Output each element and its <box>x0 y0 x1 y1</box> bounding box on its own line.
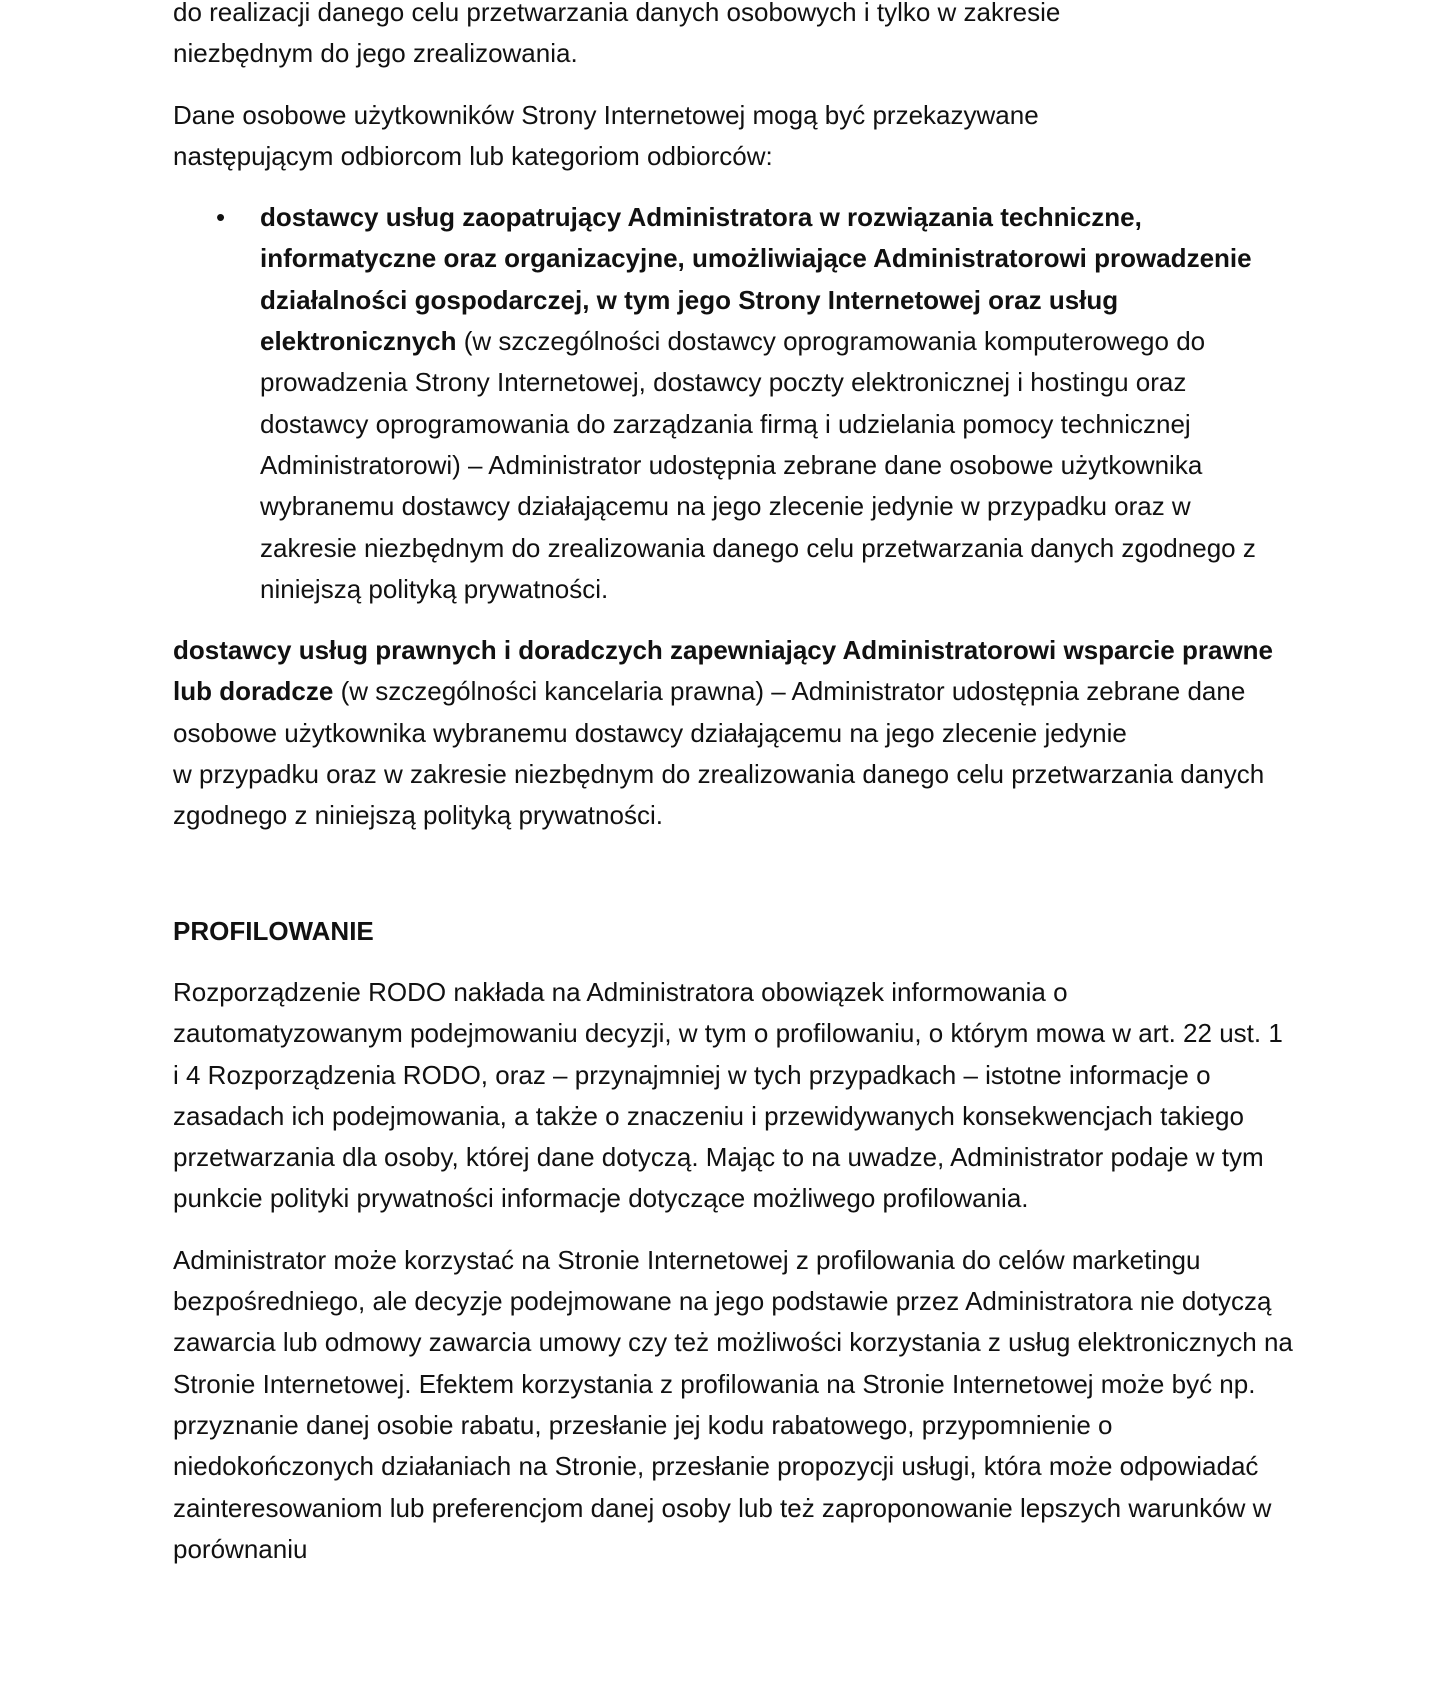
recipient-description: (w szczególności dostawcy oprogramowania komputerowego do prowadzenia Strony Internetowej, dostawcy poczty elektronicznej i hostingu oraz dostawcy oprogramowania do zarządzania firmą i udzielania pomocy technicznej Administratorowi) – Administrator udostępnia zebrane dane osobowe użytkownika wybranemu dostawcy działającemu na jego zlecenie jedynie w przypadku oraz w zakresie niezbędnym do zrealizowania danego celu przetwarzania danych zgodnego z niniejszą polityką prywatności. <box>260 326 1256 604</box>
intro-paragraph <box>173 0 1293 75</box>
legal-recipient-description-cont: w przypadku oraz w zakresie niezbędnym do zrealizowania danego celu przetwarzania danych zgodnego z niniejszą polityką prywatności. <box>173 759 1265 831</box>
bullet-icon: • <box>216 202 226 233</box>
intro-line-2: niezbędnym do jego zrealizowania. <box>173 38 578 69</box>
recipients-intro: Dane osobowe użytkowników Strony Internetowej mogą być przekazywane następującym odbiorcom lub kategoriom odbiorców: <box>173 99 1039 171</box>
intro-line-1: do realizacji danego celu przetwarzania danych osobowych i tylko w zakresie <box>173 0 1061 27</box>
section-spacer <box>173 857 1293 911</box>
profiling-paragraph-2: Administrator może korzystać na Stronie Internetowej z profilowania do celów marketingu bezpośredniego, ale decyzje podejmowane na jego podstawie przez Administratora nie dotyczą zawarcia lub odmowy zawarcia umowy czy też możliwości korzystania z usług elektronicznych na Stronie Internetowej. Efektem korzystania z profilowania na Stronie Internetowej może być np. przyznanie danej osobie rabatu, przesłanie jej kodu rabatowego, przypomnienie o niedokończonych działaniach na Stronie, przesłanie propozycji usługi, która może odpowiadać zainteresowaniom lub preferencjom danej osoby lub też zaproponowanie lepszych warunków w porównaniu <box>173 1244 1293 1564</box>
legal-recipient-paragraph <box>173 630 1293 836</box>
legal-recipient-name: dostawcy usług prawnych i doradczych zapewniający Administratorowi wsparcie prawne lub doradcze <box>173 635 1274 707</box>
section-heading: PROFILOWANIE <box>173 915 374 946</box>
recipient-name: dostawcy usług zaopatrujący Administratora w rozwiązania techniczne, informatyczne oraz organizacyjne, umożliwiające Administratorowi prowadzenie działalności gospodarczej, w tym jego Strony Internetowej oraz usług elektronicznych <box>260 202 1252 357</box>
profiling-paragraph-1: Rozporządzenie RODO nakłada na Administratora obowiązek informowania o zautomatyzowanym podejmowaniu decyzji, w tym o profilowaniu, o którym mowa w art. 22 ust. 1 i 4 Rozporządzenia RODO, oraz – przynajmniej w tych przypadkach – istotne informacje o zasadach ich podejmowania, a także o znaczeniu i przewidywanych konsekwencjach takiego przetwarzania dla osoby, której dane dotyczą. Mając to na uwadze, Administrator podaje w tym punkcie polityki prywatności informacje dotyczące możliwego profilowania. <box>173 976 1283 1214</box>
legal-recipient-description: (w szczególności kancelaria prawna) – Administrator udostępnia zebrane dane osobowe użytkownika wybranemu dostawcy działającemu na jego zlecenie jedynie <box>173 676 1246 748</box>
recipients-list <box>173 197 1293 610</box>
policy-document <box>173 0 1293 1590</box>
list-item <box>216 197 1293 610</box>
